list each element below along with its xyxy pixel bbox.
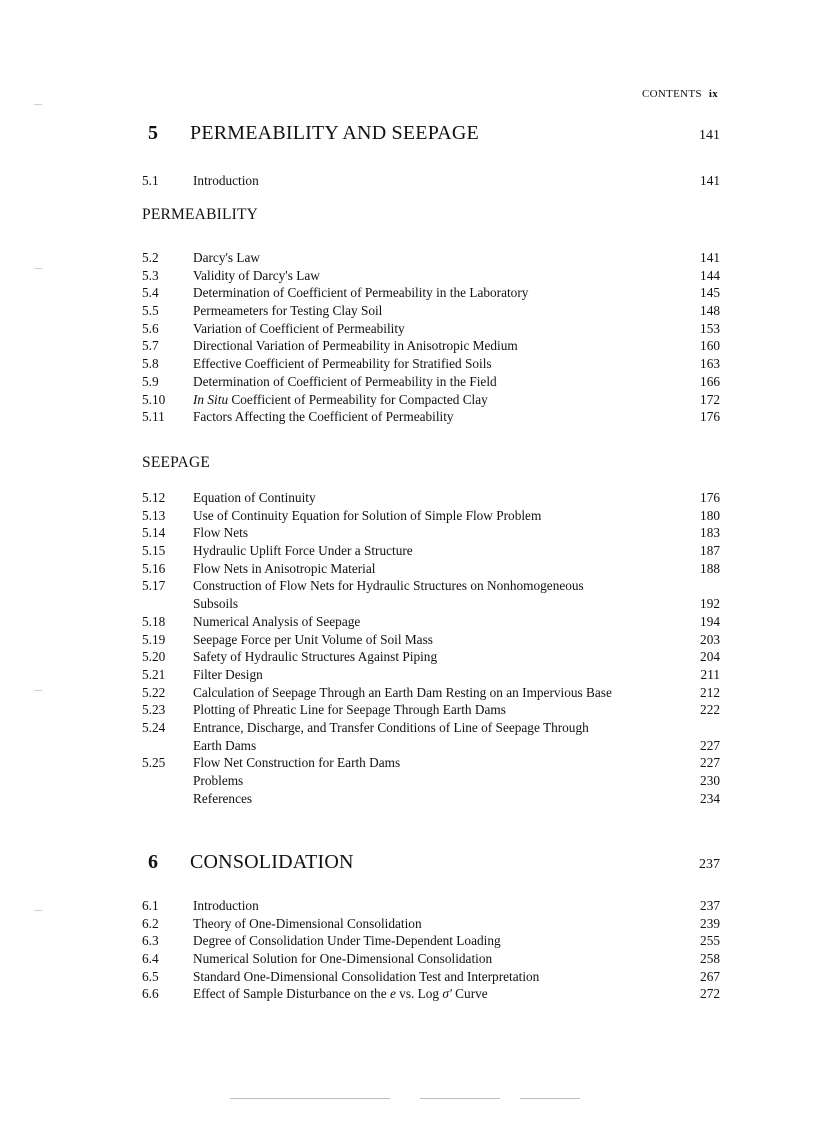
- entry-page: 148: [700, 303, 720, 319]
- entry-title: Plotting of Phreatic Line for Seepage Through Earth Dams: [193, 702, 506, 718]
- entry-title: Degree of Consolidation Under Time-Dependent Loading: [193, 933, 501, 949]
- entry-page: 176: [700, 490, 720, 505]
- entry-number: 6.4: [142, 951, 159, 967]
- toc-entry[interactable]: [142, 897, 720, 915]
- entry-page: 237: [700, 898, 720, 913]
- consolidation-entries: [142, 897, 720, 1003]
- entry-title: Equation of Continuity: [193, 490, 316, 505]
- entry-number: 5.7: [142, 338, 159, 354]
- running-head-label: CONTENTS: [641, 88, 702, 100]
- entry-page: 176: [700, 409, 720, 425]
- entry-page: 180: [700, 507, 720, 523]
- toc-entry[interactable]: [142, 950, 720, 968]
- chapter-number: 5: [148, 122, 158, 144]
- entry-page: 272: [700, 986, 720, 1002]
- entry-title: Introduction: [193, 173, 259, 188]
- entry-page: 141: [700, 173, 720, 188]
- entry-title-line1: Entrance, Discharge, and Transfer Conditions of Line of Seepage Through: [193, 719, 589, 735]
- entry-page: 255: [700, 933, 720, 949]
- entry-title: Validity of Darcy's Law: [193, 267, 320, 283]
- toc-entry[interactable]: [142, 489, 720, 507]
- entry-title: Theory of One-Dimensional Consolidation: [193, 915, 422, 931]
- entry-page: 222: [700, 702, 720, 718]
- intro-entry-block: [142, 172, 720, 190]
- toc-entry[interactable]: [142, 507, 720, 525]
- toc-entry[interactable]: [142, 772, 720, 790]
- entry-title: References: [193, 790, 253, 806]
- toc-entry[interactable]: [142, 684, 720, 702]
- entry-page: 144: [700, 267, 720, 283]
- entry-title: Determination of Coefficient of Permeability in the Laboratory: [193, 285, 529, 301]
- entry-number: 5.16: [142, 560, 166, 576]
- entry-number: 5.8: [142, 356, 159, 372]
- entry-page: 267: [700, 968, 720, 984]
- entry-number: 5.19: [142, 631, 166, 647]
- entry-title: Numerical Solution for One-Dimensional Consolidation: [193, 951, 493, 967]
- toc-entry[interactable]: [142, 355, 720, 373]
- entry-number: 5.2: [142, 250, 159, 265]
- toc-entry[interactable]: [142, 701, 720, 719]
- chapter-title: CONSOLIDATION: [190, 851, 354, 873]
- entry-title: Standard One-Dimensional Consolidation Test and Interpretation: [193, 968, 540, 984]
- toc-entry[interactable]: [142, 337, 720, 355]
- page-number: ix: [708, 88, 718, 100]
- entry-number: 5.3: [142, 267, 159, 283]
- entry-page: 212: [700, 684, 720, 700]
- entry-title: Filter Design: [193, 666, 263, 682]
- entry-title: [193, 985, 680, 1003]
- entry-number: 5.15: [142, 543, 166, 559]
- toc-entry[interactable]: [142, 631, 720, 649]
- entry-title: Problems: [193, 773, 244, 789]
- toc-entry[interactable]: [142, 613, 720, 631]
- toc-entry[interactable]: [142, 302, 720, 320]
- entry-title: Hydraulic Uplift Force Under a Structure: [193, 543, 413, 559]
- entry-number: 5.12: [142, 490, 166, 505]
- scan-margin-mark: [34, 104, 42, 105]
- chapter-page: 141: [699, 128, 720, 143]
- toc-entry[interactable]: [142, 284, 720, 302]
- toc-entry[interactable]: [142, 666, 720, 684]
- toc-entry[interactable]: [142, 754, 720, 772]
- toc-entry[interactable]: [142, 932, 720, 950]
- entry-title: Effective Coefficient of Permeability for Stratified Soils: [193, 356, 492, 372]
- scan-artifact-line: [520, 1098, 580, 1099]
- entry-page: 145: [700, 285, 720, 301]
- entry-page: 163: [700, 356, 720, 372]
- section-heading-permeability: PERMEABILITY: [142, 206, 259, 223]
- entry-page: 234: [700, 790, 720, 806]
- chapter-6-heading: [148, 851, 720, 874]
- entry-page: 141: [700, 250, 720, 265]
- entry-page: 183: [700, 525, 720, 541]
- entry-page: 258: [700, 951, 720, 967]
- entry-title: Flow Nets: [193, 525, 249, 541]
- entry-title: Introduction: [193, 898, 259, 913]
- entry-title: Directional Variation of Permeability in Anisotropic Medium: [193, 338, 518, 354]
- entry-page: 188: [700, 560, 720, 576]
- entry-number: 6.1: [142, 898, 159, 913]
- entry-page: 230: [700, 773, 720, 789]
- permeability-entries: [142, 249, 720, 426]
- entry-title-line2: Subsoils: [193, 596, 239, 612]
- scan-margin-mark: [34, 690, 42, 691]
- entry-title: Seepage Force per Unit Volume of Soil Mass: [193, 631, 433, 647]
- toc-entry[interactable]: [142, 719, 720, 754]
- entry-page: 194: [700, 613, 720, 629]
- toc-entry[interactable]: [142, 577, 720, 612]
- entry-number: 5.1: [142, 173, 159, 188]
- scan-margin-mark: [34, 910, 42, 911]
- entry-number: 5.25: [142, 755, 166, 771]
- entry-title-part: vs. Log: [395, 986, 443, 1002]
- chapter-page: 237: [699, 857, 720, 872]
- toc-entry[interactable]: [142, 408, 720, 426]
- entry-number: 5.5: [142, 303, 159, 319]
- scan-artifact-line: [420, 1098, 500, 1099]
- toc-entry[interactable]: [142, 968, 720, 986]
- entry-number: 5.22: [142, 684, 166, 700]
- entry-number: 5.18: [142, 613, 166, 629]
- entry-title: Numerical Analysis of Seepage: [193, 613, 361, 629]
- toc-entry[interactable]: [142, 267, 720, 285]
- entry-title: Safety of Hydraulic Structures Against Piping: [193, 649, 438, 665]
- entry-title: Factors Affecting the Coefficient of Permeability: [193, 409, 454, 425]
- running-head: [642, 88, 718, 100]
- chapter-number: 6: [148, 851, 158, 873]
- toc-entry[interactable]: [142, 790, 720, 808]
- toc-entry[interactable]: [142, 373, 720, 391]
- entry-page: 204: [700, 649, 720, 665]
- entry-page: 160: [700, 338, 720, 354]
- entry-title-italic: In Situ: [193, 391, 229, 407]
- chapter-5-heading: [148, 122, 720, 145]
- seepage-entries: [142, 489, 720, 807]
- entry-number: 5.23: [142, 702, 166, 718]
- entry-number: 5.13: [142, 507, 166, 523]
- entry-number: 5.14: [142, 525, 166, 541]
- entry-title: Permeameters for Testing Clay Soil: [193, 303, 383, 319]
- entry-number: 5.4: [142, 285, 159, 301]
- entry-number: 5.20: [142, 649, 166, 665]
- entry-page: 239: [700, 915, 720, 931]
- entry-title-line2: Earth Dams: [193, 737, 257, 753]
- toc-entry[interactable]: [142, 560, 720, 578]
- toc-entry[interactable]: [142, 249, 720, 267]
- entry-page: 227: [700, 737, 720, 753]
- toc-entry[interactable]: [142, 524, 720, 542]
- entry-number: 5.21: [142, 666, 166, 682]
- entry-number: 6.6: [142, 986, 159, 1002]
- entry-title: Use of Continuity Equation for Solution of Simple Flow Problem: [193, 507, 542, 523]
- toc-entry[interactable]: [142, 320, 720, 338]
- entry-title: Darcy's Law: [193, 250, 261, 265]
- section-heading-seepage: SEEPAGE: [142, 454, 211, 471]
- entry-number: 5.17: [142, 578, 166, 594]
- scan-artifact-line: [230, 1098, 390, 1099]
- entry-page: 227: [700, 755, 720, 771]
- entry-title: [193, 719, 680, 754]
- chapter-title: PERMEABILITY AND SEEPAGE: [190, 122, 479, 144]
- entry-title: [193, 391, 680, 409]
- toc-entry[interactable]: [142, 915, 720, 933]
- entry-title-part: Effect of Sample Disturbance on the: [193, 986, 390, 1002]
- entry-page: 153: [700, 320, 720, 336]
- entry-number: 5.10: [142, 391, 166, 407]
- entry-title-part: Curve: [451, 986, 488, 1002]
- entry-number: 6.3: [142, 933, 159, 949]
- entry-page: 187: [700, 543, 720, 559]
- entry-title: Determination of Coefficient of Permeability in the Field: [193, 373, 497, 389]
- entry-number: 5.6: [142, 320, 159, 336]
- scan-margin-mark: [34, 268, 42, 269]
- entry-page: 203: [700, 631, 720, 647]
- entry-title: Variation of Coefficient of Permeability: [193, 320, 405, 336]
- entry-title-rest: Coefficient of Permeability for Compacted Clay: [228, 391, 488, 407]
- entry-title: Flow Net Construction for Earth Dams: [193, 755, 401, 771]
- entry-title: [193, 577, 680, 612]
- entry-number: 5.24: [142, 719, 166, 735]
- entry-title: Flow Nets in Anisotropic Material: [193, 560, 376, 576]
- entry-page: 192: [700, 596, 720, 612]
- entry-page: 172: [700, 391, 720, 407]
- toc-entry[interactable]: [142, 172, 720, 190]
- entry-title: Calculation of Seepage Through an Earth Dam Resting on an Impervious Base: [193, 684, 612, 700]
- entry-page: 211: [700, 666, 720, 682]
- entry-number: 6.2: [142, 915, 159, 931]
- toc-entry[interactable]: [142, 985, 720, 1003]
- toc-entry[interactable]: [142, 648, 720, 666]
- entry-title-line1: Construction of Flow Nets for Hydraulic Structures on Nonhomogeneous: [193, 578, 584, 594]
- entry-number: 6.5: [142, 968, 159, 984]
- toc-entry[interactable]: [142, 391, 720, 409]
- entry-title-italic: σ′: [442, 986, 452, 1002]
- entry-page: 166: [700, 373, 720, 389]
- toc-entry[interactable]: [142, 542, 720, 560]
- entry-number: 5.11: [142, 409, 165, 425]
- entry-title-italic: e: [389, 986, 396, 1002]
- entry-number: 5.9: [142, 373, 159, 389]
